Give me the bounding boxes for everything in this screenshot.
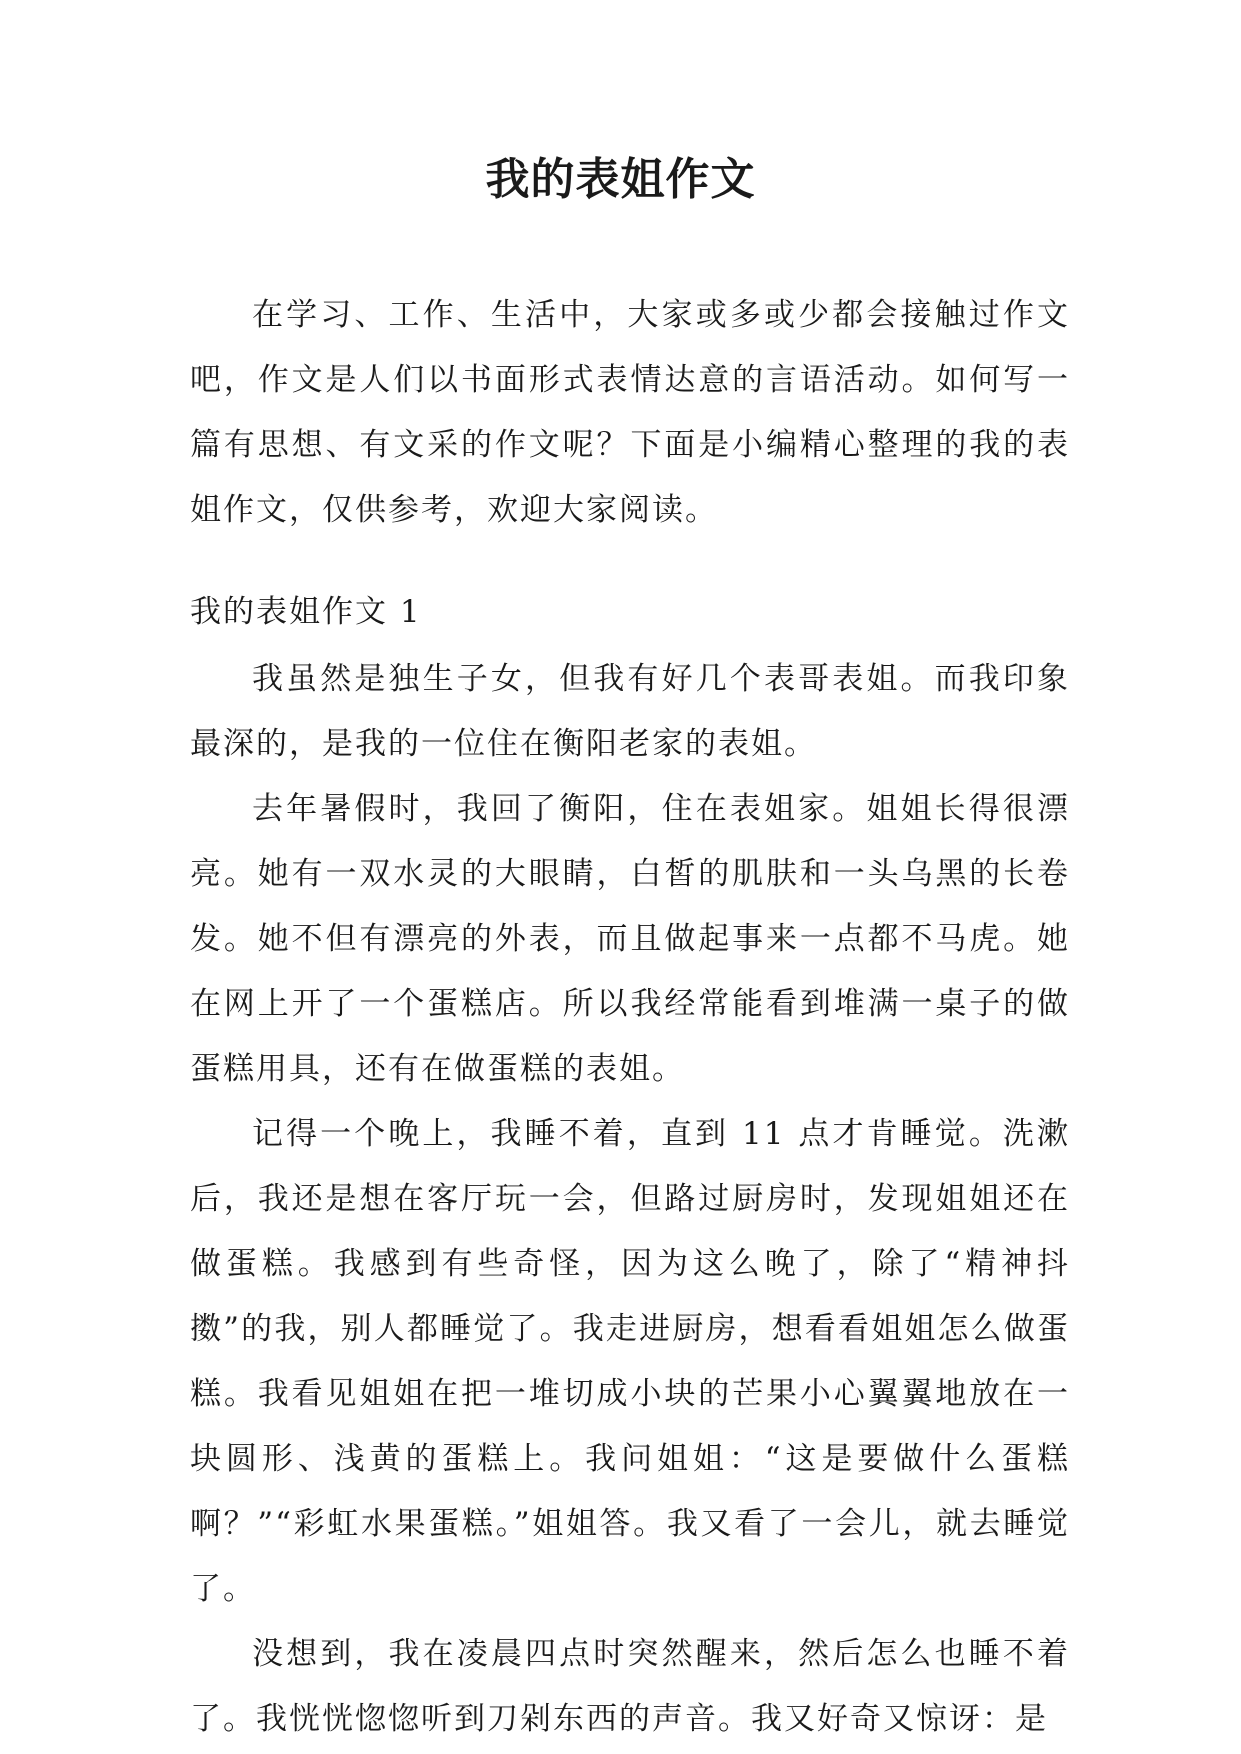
essay-section xyxy=(190,580,1070,1752)
body-paragraph-3: 记得一个晚上，我睡不着，直到 11 点才肯睡觉。洗漱后，我还是想在客厅玩一会，但路过厨房时，发现姐姐还在做蛋糕。我感到有些奇怪，因为这么晚了，除了“精神抖擞”的我，别人都睡觉了。我走进厨房，想看看姐姐怎么做蛋糕。我看见姐姐在把一堆切成小块的芒果小心翼翼地放在一块圆形、浅黄的蛋糕上。我问姐姐：“这是要做什么蛋糕啊？”“彩虹水果蛋糕。”姐姐答。我又看了一会儿，就去睡觉了。 xyxy=(190,1116,1070,1607)
body-paragraph-1: 我虽然是独生子女，但我有好几个表哥表姐。而我印象最深的，是我的一位住在衡阳老家的表姐。 xyxy=(190,661,1070,762)
intro-block xyxy=(190,283,1070,543)
body-paragraph-4: 没想到，我在凌晨四点时突然醒来，然后怎么也睡不着了。我恍恍惚惚听到刀剁东西的声音。我又好奇又惊讶：是 xyxy=(190,1636,1070,1737)
section-heading: 我的表姐作文 1 xyxy=(190,594,422,630)
document-title: 我的表姐作文 xyxy=(485,154,756,205)
body-paragraph-2: 去年暑假时，我回了衡阳，住在表姐家。姐姐长得很漂亮。她有一双水灵的大眼睛，白皙的肌肤和一头乌黑的长卷发。她不但有漂亮的外表，而且做起事来一点都不马虎。她在网上开了一个蛋糕店。所以我经常能看到堆满一桌子的做蛋糕用具，还有在做蛋糕的表姐。 xyxy=(190,791,1070,1087)
intro-paragraph: 在学习、工作、生活中，大家或多或少都会接触过作文吧，作文是人们以书面形式表情达意的言语活动。如何写一篇有思想、有文采的作文呢？下面是小编精心整理的我的表姐作文，仅供参考，欢迎大家阅读。 xyxy=(190,297,1070,528)
